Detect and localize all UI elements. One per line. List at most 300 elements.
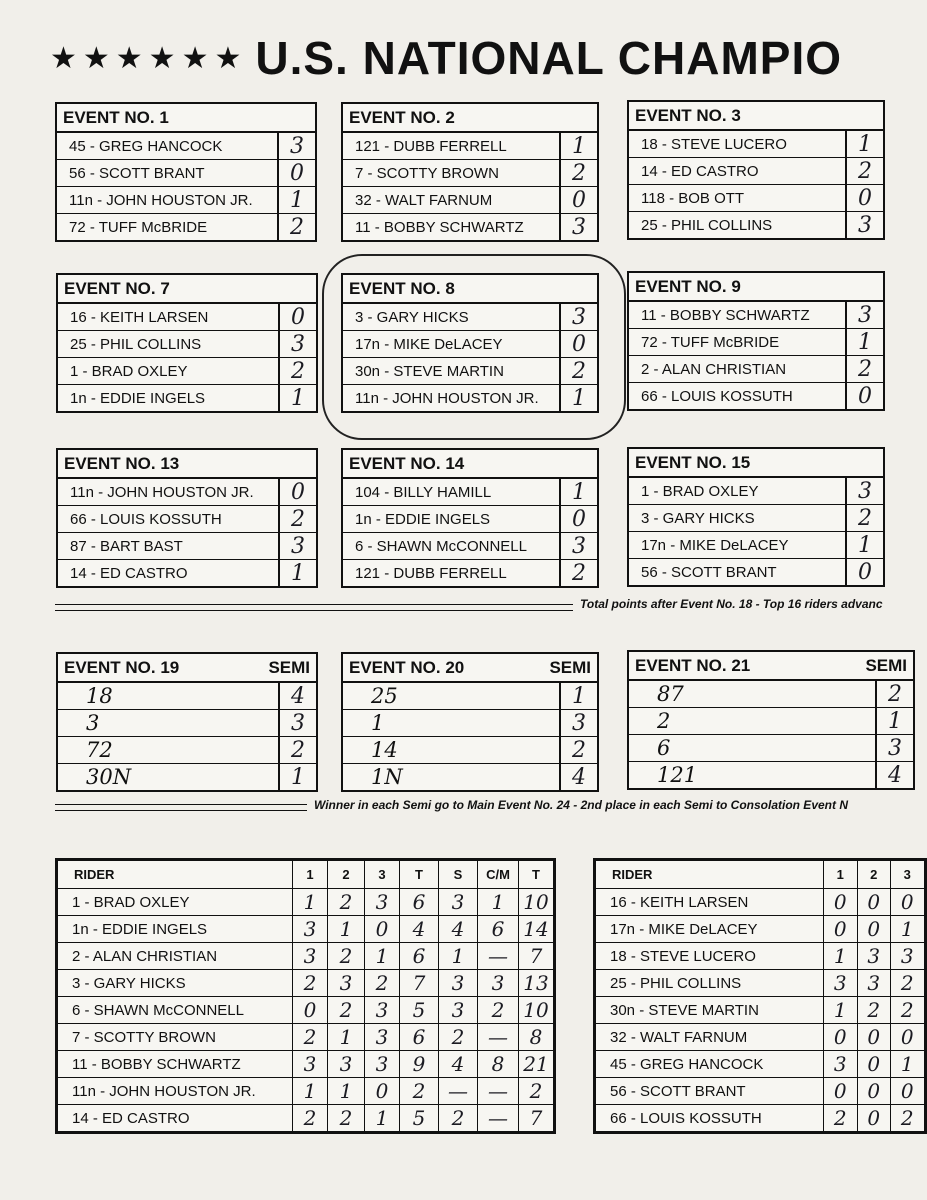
event-box bbox=[55, 102, 317, 242]
points-value: 1 bbox=[888, 708, 902, 734]
points-value: 2 bbox=[572, 737, 586, 763]
event-name: EVENT NO. 20 bbox=[349, 657, 465, 677]
points-value: 0 bbox=[291, 479, 305, 505]
divider-rule bbox=[55, 804, 307, 811]
points-value: 3 bbox=[572, 533, 586, 559]
score-cell: 0 bbox=[890, 889, 924, 916]
rider-name: 56 - SCOTT BRANT bbox=[596, 1078, 824, 1105]
table-row bbox=[596, 970, 925, 997]
rider-name: 121 - DUBB FERRELL bbox=[343, 133, 561, 159]
points-value: 0 bbox=[572, 187, 586, 213]
column-header: C/M bbox=[478, 861, 519, 889]
points-value: 1 bbox=[858, 131, 872, 157]
event-row bbox=[58, 331, 316, 358]
score-cell: 2 bbox=[439, 1105, 478, 1132]
points-value: 2 bbox=[291, 506, 305, 532]
event-row bbox=[629, 212, 883, 238]
score-cell: 2 bbox=[328, 943, 365, 970]
event-box bbox=[627, 100, 885, 240]
event-name: EVENT NO. 8 bbox=[349, 278, 455, 298]
event-header bbox=[343, 104, 597, 133]
semi-event-box bbox=[627, 650, 915, 790]
points-value: 2 bbox=[572, 358, 586, 384]
event-name: EVENT NO. 15 bbox=[635, 452, 751, 472]
event-header bbox=[343, 450, 597, 479]
column-header: T bbox=[519, 861, 554, 889]
rider-name: 14 bbox=[343, 737, 561, 763]
rider-name: 25 - PHIL COLLINS bbox=[58, 331, 280, 357]
score-cell: 3 bbox=[439, 997, 478, 1024]
score-cell: 2 bbox=[519, 1078, 554, 1105]
points-value: 4 bbox=[291, 683, 305, 709]
event-row bbox=[57, 133, 315, 160]
event-row bbox=[629, 383, 883, 409]
score-cell: 6 bbox=[400, 1024, 439, 1051]
score-cell: 0 bbox=[857, 916, 890, 943]
semi-event-box bbox=[56, 652, 318, 792]
score-cell: 3 bbox=[439, 889, 478, 916]
score-cell: 0 bbox=[823, 1078, 857, 1105]
score-cell: 3 bbox=[293, 943, 328, 970]
score-cell: 0 bbox=[823, 1024, 857, 1051]
points-value: 3 bbox=[572, 710, 586, 736]
event-row bbox=[629, 329, 883, 356]
title-text: U.S. NATIONAL CHAMPIO bbox=[255, 32, 843, 84]
semi-note: Winner in each Semi go to Main Event No. 24 - 2nd place in each Semi to Consolation Event N bbox=[314, 798, 848, 812]
table-row bbox=[58, 997, 554, 1024]
event-row bbox=[58, 479, 316, 506]
column-header: RIDER bbox=[596, 861, 824, 889]
event-row bbox=[629, 532, 883, 559]
points-value: 2 bbox=[291, 358, 305, 384]
rider-name: 30n - STEVE MARTIN bbox=[596, 997, 824, 1024]
rider-name: 1n - EDDIE INGELS bbox=[343, 506, 561, 532]
rider-name: 45 - GREG HANCOCK bbox=[57, 133, 279, 159]
points-value: 3 bbox=[291, 710, 305, 736]
score-cell: 5 bbox=[400, 997, 439, 1024]
grid-header-row bbox=[596, 861, 925, 889]
score-cell: 1 bbox=[890, 1051, 924, 1078]
rider-name: 16 - KEITH LARSEN bbox=[596, 889, 824, 916]
points-value: 0 bbox=[858, 383, 872, 409]
score-cell: 3 bbox=[293, 1051, 328, 1078]
score-cell: 2 bbox=[857, 997, 890, 1024]
event-name: EVENT NO. 7 bbox=[64, 278, 170, 298]
event-row bbox=[58, 737, 316, 764]
column-header: S bbox=[439, 861, 478, 889]
event-name: EVENT NO. 14 bbox=[349, 453, 465, 473]
score-cell: 3 bbox=[857, 970, 890, 997]
points-value: 2 bbox=[858, 356, 872, 382]
event-row bbox=[343, 710, 597, 737]
points-value: 1 bbox=[291, 385, 305, 411]
rider-name: 2 - ALAN CHRISTIAN bbox=[629, 356, 847, 382]
points-value: 3 bbox=[858, 302, 872, 328]
event-row bbox=[343, 560, 597, 586]
score-cell: 3 bbox=[365, 1051, 400, 1078]
points-value: 3 bbox=[572, 304, 586, 330]
score-cell: 7 bbox=[519, 943, 554, 970]
event-name: EVENT NO. 9 bbox=[635, 276, 741, 296]
column-header: 2 bbox=[328, 861, 365, 889]
score-cell: 8 bbox=[519, 1024, 554, 1051]
rider-name: 7 - SCOTTY BROWN bbox=[58, 1024, 293, 1051]
table-row bbox=[58, 889, 554, 916]
event-box bbox=[627, 271, 885, 411]
score-cell: 2 bbox=[365, 970, 400, 997]
rider-name: 72 - TUFF McBRIDE bbox=[57, 214, 279, 240]
score-cell: 1 bbox=[293, 889, 328, 916]
rider-name: 56 - SCOTT BRANT bbox=[57, 160, 279, 186]
score-cell: 6 bbox=[400, 943, 439, 970]
score-cell: 7 bbox=[400, 970, 439, 997]
score-cell: — bbox=[478, 1078, 519, 1105]
score-cell: 6 bbox=[400, 889, 439, 916]
score-cell: 1 bbox=[478, 889, 519, 916]
points-value: 0 bbox=[572, 506, 586, 532]
points-value: 1 bbox=[291, 764, 305, 790]
points-value: 3 bbox=[858, 478, 872, 504]
score-cell: 2 bbox=[478, 997, 519, 1024]
event-row bbox=[343, 479, 597, 506]
event-row bbox=[58, 533, 316, 560]
event-row bbox=[629, 131, 883, 158]
score-cell: 3 bbox=[365, 1024, 400, 1051]
score-cell: 2 bbox=[328, 997, 365, 1024]
event-box bbox=[56, 448, 318, 588]
score-cell: 1 bbox=[365, 1105, 400, 1132]
rider-name: 56 - SCOTT BRANT bbox=[629, 559, 847, 585]
event-header bbox=[58, 654, 316, 683]
rider-name: 11n - JOHN HOUSTON JR. bbox=[343, 385, 561, 411]
table-row bbox=[58, 1024, 554, 1051]
score-cell: 2 bbox=[400, 1078, 439, 1105]
score-cell: 0 bbox=[857, 1024, 890, 1051]
rider-name: 1 bbox=[343, 710, 561, 736]
score-cell: 5 bbox=[400, 1105, 439, 1132]
event-row bbox=[58, 710, 316, 737]
event-header bbox=[58, 275, 316, 304]
event-box bbox=[56, 273, 318, 413]
score-cell: 2 bbox=[890, 997, 924, 1024]
rider-name: 18 bbox=[58, 683, 280, 709]
score-cell: 1 bbox=[823, 943, 857, 970]
rider-name: 3 - GARY HICKS bbox=[58, 970, 293, 997]
score-cell: 0 bbox=[365, 1078, 400, 1105]
rider-name: 6 - SHAWN McCONNELL bbox=[343, 533, 561, 559]
semi-label: SEMI bbox=[549, 657, 591, 677]
rider-name: 2 - ALAN CHRISTIAN bbox=[58, 943, 293, 970]
rider-name: 66 - LOUIS KOSSUTH bbox=[596, 1105, 824, 1132]
event-header bbox=[629, 273, 883, 302]
score-cell: 1 bbox=[328, 1024, 365, 1051]
event-header bbox=[629, 449, 883, 478]
event-name: EVENT NO. 19 bbox=[64, 657, 180, 677]
table-row bbox=[596, 1105, 925, 1132]
rider-name: 118 - BOB OTT bbox=[629, 185, 847, 211]
grid-header-row bbox=[58, 861, 554, 889]
rider-name: 2 bbox=[629, 708, 877, 734]
score-cell: 0 bbox=[857, 1105, 890, 1132]
event-row bbox=[343, 737, 597, 764]
rider-name: 32 - WALT FARNUM bbox=[343, 187, 561, 213]
event-name: EVENT NO. 3 bbox=[635, 105, 741, 125]
event-name: EVENT NO. 21 bbox=[635, 655, 751, 675]
score-cell: 3 bbox=[328, 970, 365, 997]
column-header: 2 bbox=[857, 861, 890, 889]
page-title bbox=[50, 28, 842, 88]
event-header bbox=[58, 450, 316, 479]
points-value: 2 bbox=[290, 214, 304, 240]
rider-name: 11n - JOHN HOUSTON JR. bbox=[57, 187, 279, 213]
event-row bbox=[343, 533, 597, 560]
points-value: 1 bbox=[858, 532, 872, 558]
points-value: 1 bbox=[572, 479, 586, 505]
event-row bbox=[629, 478, 883, 505]
score-cell: 6 bbox=[478, 916, 519, 943]
score-cell: 3 bbox=[857, 943, 890, 970]
event-name: EVENT NO. 13 bbox=[64, 453, 180, 473]
rider-name: 14 - ED CASTRO bbox=[629, 158, 847, 184]
rider-name: 1N bbox=[343, 764, 561, 790]
score-table-right bbox=[595, 860, 925, 1132]
score-cell: 1 bbox=[328, 916, 365, 943]
event-row bbox=[629, 735, 913, 762]
rider-name: 45 - GREG HANCOCK bbox=[596, 1051, 824, 1078]
rider-name: 87 - BART BAST bbox=[58, 533, 280, 559]
score-cell: 7 bbox=[519, 1105, 554, 1132]
points-value: 2 bbox=[572, 160, 586, 186]
score-grid-right bbox=[593, 858, 927, 1134]
event-row bbox=[343, 506, 597, 533]
column-header: T bbox=[400, 861, 439, 889]
rider-name: 66 - LOUIS KOSSUTH bbox=[58, 506, 280, 532]
rider-name: 104 - BILLY HAMILL bbox=[343, 479, 561, 505]
points-value: 1 bbox=[572, 683, 586, 709]
rider-name: 11n - JOHN HOUSTON JR. bbox=[58, 1078, 293, 1105]
star-row-icon: ★★★★★★ bbox=[50, 40, 248, 76]
score-cell: 2 bbox=[293, 1024, 328, 1051]
table-row bbox=[58, 1078, 554, 1105]
event-row bbox=[343, 133, 597, 160]
score-cell: 1 bbox=[293, 1078, 328, 1105]
event-row bbox=[629, 681, 913, 708]
event-row bbox=[57, 187, 315, 214]
hand-drawn-circle bbox=[322, 254, 626, 440]
rider-name: 72 bbox=[58, 737, 280, 763]
points-value: 3 bbox=[291, 533, 305, 559]
rider-name: 1n - EDDIE INGELS bbox=[58, 916, 293, 943]
event-row bbox=[57, 214, 315, 240]
points-value: 4 bbox=[888, 762, 902, 788]
score-cell: 2 bbox=[823, 1105, 857, 1132]
table-row bbox=[596, 943, 925, 970]
event-box bbox=[627, 447, 885, 587]
score-cell: 1 bbox=[365, 943, 400, 970]
rider-name: 3 - GARY HICKS bbox=[343, 304, 561, 330]
score-cell: 3 bbox=[293, 916, 328, 943]
column-header: 1 bbox=[293, 861, 328, 889]
event-header bbox=[629, 102, 883, 131]
score-cell: 14 bbox=[519, 916, 554, 943]
rider-name: 11 - BOBBY SCHWARTZ bbox=[343, 214, 561, 240]
advance-note: Total points after Event No. 18 - Top 16 riders advanc bbox=[580, 597, 883, 611]
column-header: 3 bbox=[890, 861, 924, 889]
event-row bbox=[58, 683, 316, 710]
rider-name: 1n - EDDIE INGELS bbox=[58, 385, 280, 411]
rider-name: 17n - MIKE DeLACEY bbox=[629, 532, 847, 558]
table-row bbox=[58, 916, 554, 943]
semi-label: SEMI bbox=[268, 657, 310, 677]
score-cell: 3 bbox=[823, 970, 857, 997]
score-cell: 2 bbox=[439, 1024, 478, 1051]
event-row bbox=[629, 708, 913, 735]
points-value: 3 bbox=[888, 735, 902, 761]
event-row bbox=[629, 185, 883, 212]
rider-name: 121 - DUBB FERRELL bbox=[343, 560, 561, 586]
score-cell: 0 bbox=[857, 889, 890, 916]
rider-name: 6 - SHAWN McCONNELL bbox=[58, 997, 293, 1024]
score-cell: 3 bbox=[478, 970, 519, 997]
column-header: 1 bbox=[823, 861, 857, 889]
rider-name: 11 - BOBBY SCHWARTZ bbox=[629, 302, 847, 328]
event-name: EVENT NO. 2 bbox=[349, 107, 455, 127]
table-row bbox=[58, 1051, 554, 1078]
score-cell: 0 bbox=[823, 889, 857, 916]
event-name: EVENT NO. 1 bbox=[63, 107, 169, 127]
score-cell: — bbox=[478, 1105, 519, 1132]
score-cell: — bbox=[439, 1078, 478, 1105]
event-row bbox=[629, 158, 883, 185]
score-cell: 2 bbox=[890, 970, 924, 997]
column-header: RIDER bbox=[58, 861, 293, 889]
event-header bbox=[343, 654, 597, 683]
rider-name: 30n - STEVE MARTIN bbox=[343, 358, 561, 384]
event-row bbox=[57, 160, 315, 187]
event-row bbox=[343, 683, 597, 710]
rider-name: 1 - BRAD OXLEY bbox=[58, 889, 293, 916]
score-cell: 0 bbox=[890, 1024, 924, 1051]
rider-name: 25 bbox=[343, 683, 561, 709]
rider-name: 16 - KEITH LARSEN bbox=[58, 304, 280, 330]
rider-name: 1 - BRAD OXLEY bbox=[58, 358, 280, 384]
points-value: 1 bbox=[291, 560, 305, 586]
score-cell: 0 bbox=[857, 1051, 890, 1078]
score-cell: 3 bbox=[328, 1051, 365, 1078]
table-row bbox=[596, 889, 925, 916]
rider-name: 7 - SCOTTY BROWN bbox=[343, 160, 561, 186]
table-row bbox=[58, 970, 554, 997]
points-value: 3 bbox=[290, 133, 304, 159]
score-cell: 4 bbox=[439, 1051, 478, 1078]
column-header: 3 bbox=[365, 861, 400, 889]
event-row bbox=[629, 559, 883, 585]
semi-event-box bbox=[341, 652, 599, 792]
score-cell: 13 bbox=[519, 970, 554, 997]
rider-name: 87 bbox=[629, 681, 877, 707]
points-value: 2 bbox=[572, 560, 586, 586]
score-cell: 9 bbox=[400, 1051, 439, 1078]
event-row bbox=[58, 506, 316, 533]
score-cell: 0 bbox=[293, 997, 328, 1024]
score-cell: 2 bbox=[293, 970, 328, 997]
rider-name: 66 - LOUIS KOSSUTH bbox=[629, 383, 847, 409]
semi-label: SEMI bbox=[865, 655, 907, 675]
event-header bbox=[629, 652, 913, 681]
table-row bbox=[596, 997, 925, 1024]
rider-name: 18 - STEVE LUCERO bbox=[596, 943, 824, 970]
score-cell: 0 bbox=[857, 1078, 890, 1105]
score-cell: 8 bbox=[478, 1051, 519, 1078]
event-row bbox=[629, 505, 883, 532]
points-value: 2 bbox=[291, 737, 305, 763]
event-row bbox=[58, 304, 316, 331]
points-value: 0 bbox=[858, 185, 872, 211]
score-cell: 10 bbox=[519, 889, 554, 916]
event-header bbox=[57, 104, 315, 133]
points-value: 0 bbox=[290, 160, 304, 186]
divider-rule bbox=[55, 604, 573, 611]
score-table-left bbox=[57, 860, 554, 1132]
points-value: 2 bbox=[858, 158, 872, 184]
score-cell: 0 bbox=[823, 916, 857, 943]
points-value: 3 bbox=[858, 212, 872, 238]
rider-name: 72 - TUFF McBRIDE bbox=[629, 329, 847, 355]
points-value: 0 bbox=[858, 559, 872, 585]
table-row bbox=[58, 1105, 554, 1132]
rider-name: 3 bbox=[58, 710, 280, 736]
rider-name: 3 - GARY HICKS bbox=[629, 505, 847, 531]
score-cell: 3 bbox=[823, 1051, 857, 1078]
score-cell: 4 bbox=[400, 916, 439, 943]
rider-name: 14 - ED CASTRO bbox=[58, 560, 280, 586]
points-value: 0 bbox=[291, 304, 305, 330]
points-value: 0 bbox=[572, 331, 586, 357]
table-row bbox=[596, 1051, 925, 1078]
points-value: 1 bbox=[572, 385, 586, 411]
points-value: 2 bbox=[888, 681, 902, 707]
rider-name: 17n - MIKE DeLACEY bbox=[596, 916, 824, 943]
rider-name: 25 - PHIL COLLINS bbox=[629, 212, 847, 238]
rider-name: 18 - STEVE LUCERO bbox=[629, 131, 847, 157]
event-row bbox=[343, 764, 597, 790]
score-cell: 3 bbox=[365, 889, 400, 916]
score-cell: — bbox=[478, 1024, 519, 1051]
score-cell: 2 bbox=[293, 1105, 328, 1132]
score-cell: 1 bbox=[328, 1078, 365, 1105]
rider-name: 32 - WALT FARNUM bbox=[596, 1024, 824, 1051]
score-cell: 3 bbox=[365, 997, 400, 1024]
score-cell: — bbox=[478, 943, 519, 970]
points-value: 4 bbox=[572, 764, 586, 790]
rider-name: 1 - BRAD OXLEY bbox=[629, 478, 847, 504]
table-row bbox=[596, 916, 925, 943]
points-value: 1 bbox=[572, 133, 586, 159]
score-grid-left bbox=[55, 858, 556, 1134]
score-cell: 3 bbox=[439, 970, 478, 997]
rider-name: 25 - PHIL COLLINS bbox=[596, 970, 824, 997]
event-row bbox=[629, 356, 883, 383]
rider-name: 14 - ED CASTRO bbox=[58, 1105, 293, 1132]
table-row bbox=[596, 1078, 925, 1105]
event-row bbox=[58, 385, 316, 411]
event-row bbox=[58, 764, 316, 790]
score-cell: 4 bbox=[439, 916, 478, 943]
score-cell: 1 bbox=[823, 997, 857, 1024]
event-row bbox=[343, 160, 597, 187]
points-value: 3 bbox=[291, 331, 305, 357]
event-row bbox=[343, 187, 597, 214]
